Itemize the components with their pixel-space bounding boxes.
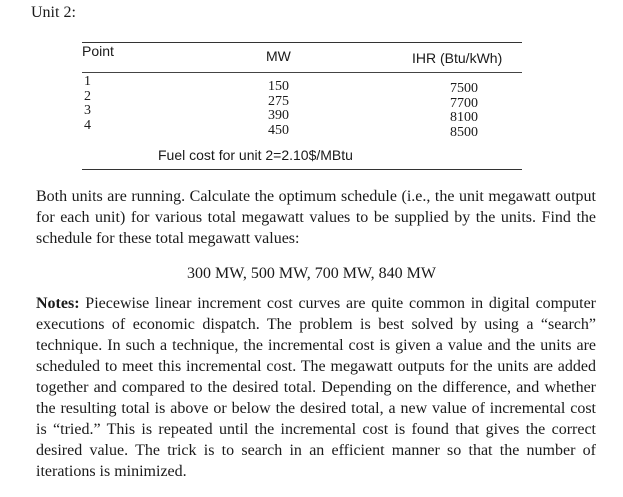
table-top-rule (82, 42, 522, 43)
mw-cell: 150 (268, 79, 289, 94)
point-column (84, 75, 91, 133)
notes-label: Notes: (36, 295, 80, 312)
mw-cell: 390 (268, 108, 289, 123)
point-cell: 4 (84, 117, 91, 133)
point-cell: 2 (84, 88, 91, 104)
header-mw: MW (266, 48, 291, 64)
ihr-cell: 8500 (450, 124, 478, 140)
ihr-cell: 8100 (450, 110, 478, 125)
table-header-rule (82, 72, 522, 73)
header-point: Point (82, 43, 114, 59)
notes-paragraph (36, 293, 596, 482)
ihr-cell: 7700 (450, 95, 478, 111)
point-cell: 1 (84, 74, 91, 89)
ihr-cell: 7500 (450, 81, 478, 96)
problem-paragraph: Both units are running. Calculate the optimum schedule (i.e., the unit megawatt output for each unit) for various total megawatt values to be supplied by the units. Find the schedule for these total megawatt values: (36, 188, 596, 247)
mw-values-line: 300 MW, 500 MW, 700 MW, 840 MW (187, 265, 436, 282)
unit-data-table (82, 38, 522, 172)
header-ihr: IHR (Btu/kWh) (412, 50, 503, 66)
mw-column (268, 80, 289, 138)
notes-text: Piecewise linear increment cost curves are quite common in digital computer executions of economic dispatch. The problem is best solved by using a “search” technique. In such a technique, the incremental cost is given a value and the units are scheduled to meet this incremental cost. The megawatt outputs for the units are added together and compared to the desired total. Depending on the difference, and whether the resulting total is above or below the desired total, a new value of incremental cost is “tried.” This is repeated until the incremental cost is found that gives the correct desired value. The trick is to search in an efficient manner so that the number of iterations is minimized. (36, 295, 596, 480)
table-bottom-rule (82, 169, 522, 170)
ihr-column (450, 82, 478, 140)
point-cell: 3 (84, 103, 91, 118)
fuel-cost-note: Fuel cost for unit 2=2.10$/MBtu (158, 147, 353, 163)
unit-heading: Unit 2: (31, 4, 76, 21)
mw-cell: 275 (268, 93, 289, 109)
mw-cell: 450 (268, 122, 289, 138)
